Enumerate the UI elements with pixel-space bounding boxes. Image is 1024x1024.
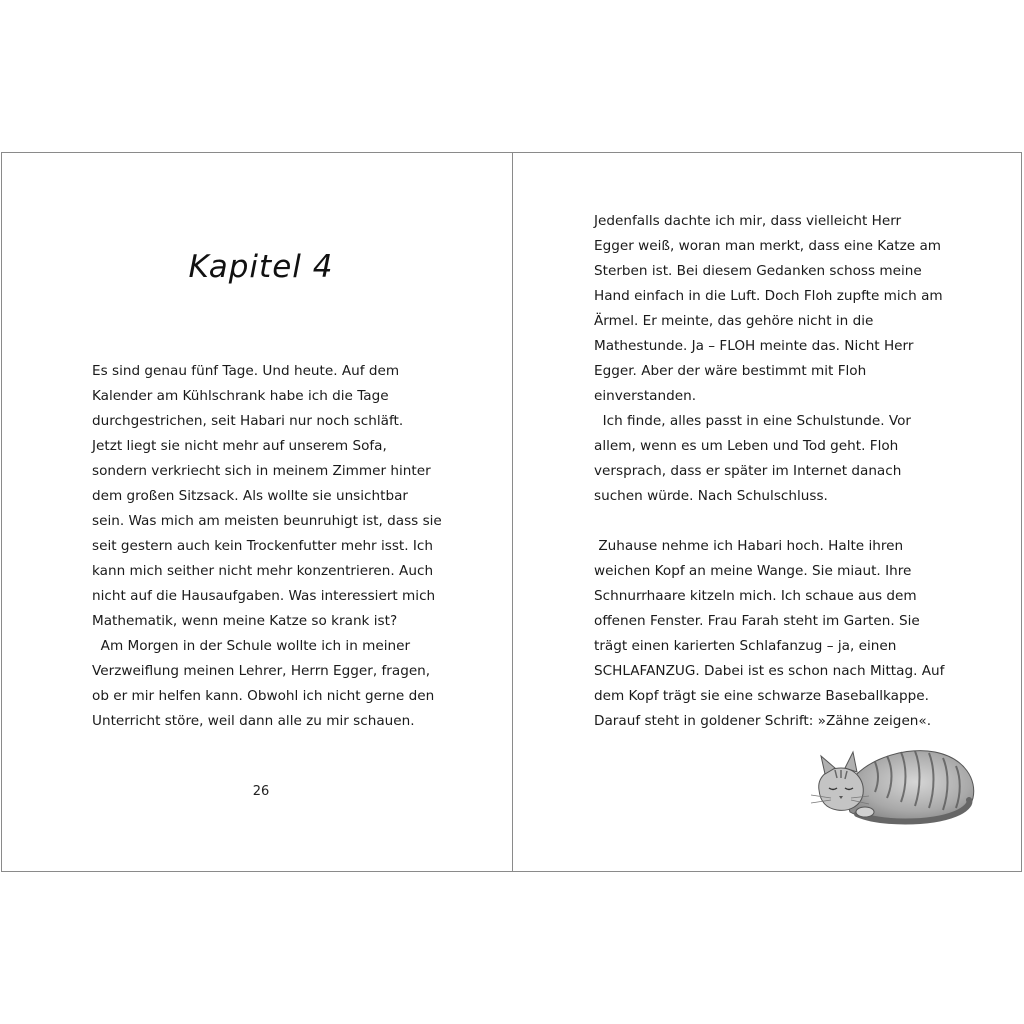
right-page	[513, 152, 1022, 872]
text-line: offenen Fenster. Frau Farah steht im Garten. Sie	[594, 613, 920, 629]
text-line: Unterricht störe, weil dann alle zu mir schauen.	[92, 713, 415, 729]
text-line: weichen Kopf an meine Wange. Sie miaut. Ihre	[594, 563, 912, 579]
text-line: Kalender am Kühlschrank habe ich die Tage	[92, 388, 389, 404]
paragraph-gap	[594, 509, 974, 534]
left-page	[2, 152, 512, 872]
text-line: Ich finde, alles passt in eine Schulstunde. Vor	[594, 413, 911, 429]
text-line: trägt einen karierten Schlafanzug – ja, einen	[594, 638, 897, 654]
paragraph	[92, 634, 452, 734]
text-line: Darauf steht in goldener Schrift: »Zähne zeigen«.	[594, 713, 932, 729]
text-line: Ärmel. Er meinte, das gehöre nicht in die	[594, 313, 874, 329]
text-line: ob er mir helfen kann. Obwohl ich nicht gerne den	[92, 688, 435, 704]
text-line: Verzweiflung meinen Lehrer, Herrn Egger, fragen,	[92, 663, 431, 679]
sleeping-cat-illustration	[805, 740, 985, 830]
text-line: Egger. Aber der wäre bestimmt mit Floh	[594, 363, 867, 379]
text-line: Jetzt liegt sie nicht mehr auf unserem Sofa,	[92, 438, 387, 454]
text-line: durchgestrichen, seit Habari nur noch schläft.	[92, 413, 404, 429]
text-line: dem großen Sitzsack. Als wollte sie unsichtbar	[92, 488, 409, 504]
text-line: Jedenfalls dachte ich mir, dass vielleicht Herr	[594, 213, 902, 229]
paragraph	[594, 534, 974, 734]
text-line: dem Kopf trägt sie eine schwarze Baseballkappe.	[594, 688, 929, 704]
text-line: seit gestern auch kein Trockenfutter mehr isst. Ich	[92, 538, 433, 554]
text-line: versprach, dass er später im Internet danach	[594, 463, 902, 479]
text-line: Zuhause nehme ich Habari hoch. Halte ihren	[594, 538, 904, 554]
paragraph	[92, 359, 452, 634]
text-line: Mathematik, wenn meine Katze so krank ist?	[92, 613, 398, 629]
text-line: allem, wenn es um Leben und Tod geht. Floh	[594, 438, 899, 454]
text-line: Am Morgen in der Schule wollte ich in meiner	[92, 638, 411, 654]
text-line: sein. Was mich am meisten beunruhigt ist, dass sie	[92, 513, 442, 529]
left-page-body	[92, 359, 452, 734]
text-line: suchen würde. Nach Schulschluss.	[594, 488, 828, 504]
text-line: sondern verkriecht sich in meinem Zimmer hinter	[92, 463, 431, 479]
text-line: Schnurrhaare kitzeln mich. Ich schaue aus dem	[594, 588, 917, 604]
text-line: Hand einfach in die Luft. Doch Floh zupfte mich am	[594, 288, 943, 304]
text-line: kann mich seither nicht mehr konzentrieren. Auch	[92, 563, 434, 579]
text-line: Egger weiß, woran man merkt, dass eine Katze am	[594, 238, 942, 254]
page-number: 26	[252, 784, 270, 799]
text-line: einverstanden.	[594, 388, 697, 404]
text-line: Mathestunde. Ja – FLOH meinte das. Nicht Herr	[594, 338, 914, 354]
text-line: Es sind genau fünf Tage. Und heute. Auf dem	[92, 363, 400, 379]
text-line: SCHLAFANZUG. Dabei ist es schon nach Mittag. Auf	[594, 663, 945, 679]
paragraph	[594, 409, 974, 509]
paragraph	[594, 209, 974, 409]
text-line: Sterben ist. Bei diesem Gedanken schoss meine	[594, 263, 922, 279]
right-page-body	[594, 209, 974, 734]
text-line: nicht auf die Hausaufgaben. Was interessiert mich	[92, 588, 436, 604]
chapter-title: Kapitel 4	[188, 249, 334, 285]
